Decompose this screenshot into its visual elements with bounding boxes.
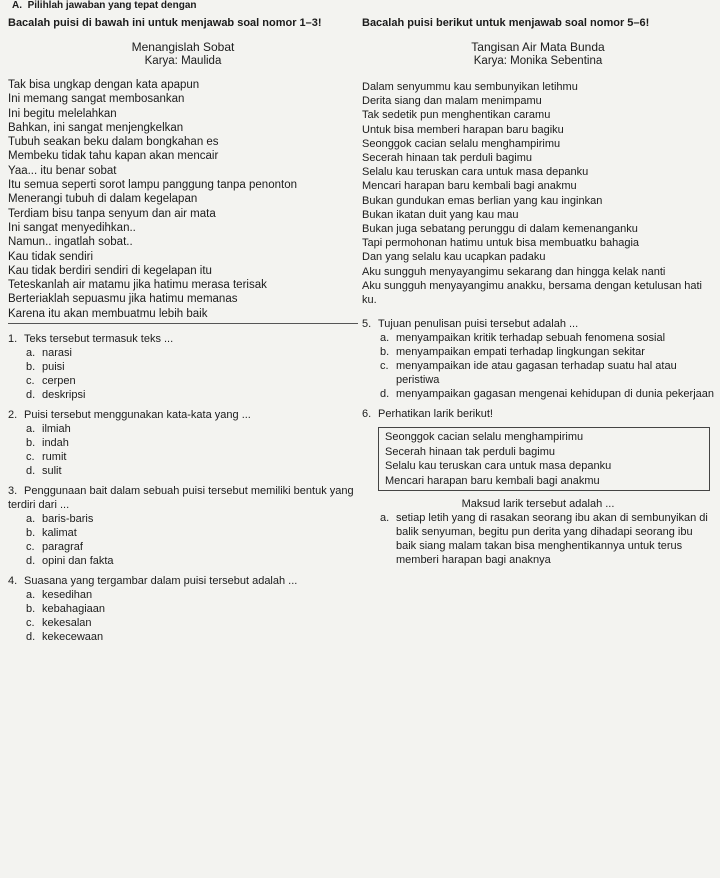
question-number: 6. bbox=[362, 408, 372, 421]
poem-title-right: Tangisan Air Mata Bunda bbox=[471, 40, 605, 54]
option-text: kekecewaan bbox=[42, 631, 104, 644]
poem-box-right bbox=[362, 40, 714, 307]
option-letter: c. bbox=[26, 451, 35, 464]
option-letter: d. bbox=[26, 555, 36, 568]
question-6 bbox=[362, 407, 714, 567]
option-a[interactable] bbox=[378, 511, 714, 567]
question-text: Suasana yang tergambar dalam puisi tersebut adalah ... bbox=[24, 575, 298, 588]
option-text: ilmiah bbox=[42, 423, 71, 436]
left-instruction: Bacalah puisi di bawah ini untuk menjawab soal nomor 1–3! bbox=[8, 17, 322, 29]
option-text: kekesalan bbox=[42, 617, 92, 630]
poem-text-right: Dalam senyummu kau sembunyikan letihmu Derita siang dan malam menimpamu Tak sedetik pun menghentikan caramu Untuk bisa memberi harapan baru bagiku Seonggok cacian selalu menghampirimu Secerah hinaan tak perduli bagimu Selalu kau teruskan cara untuk masa depanku Mencari harapan baru kembali bagi anakmu Bukan gundukan emas berlian yang kau inginkan Bukan ikatan duit yang kau mau Bukan juga sebatang perunggu di dalam kemenanganku Tapi permohonan hatimu untuk bisa membuatku bahagia Dan yang selalu kau ucapkan padaku Aku sungguh menyayangimu sekarang dan hingga kelak nanti Aku sungguh menyayangimu anakku, bersama dengan ketulusan hati ku. bbox=[362, 81, 703, 307]
right-instruction: Bacalah puisi berikut untuk menjawab soal nomor 5–6! bbox=[362, 17, 650, 29]
option-text: menyampaikan ide atau gagasan terhadap suatu hal atau peristiwa bbox=[396, 360, 677, 387]
option-letter: b. bbox=[26, 361, 36, 374]
q5-options bbox=[362, 331, 714, 401]
right-column bbox=[362, 17, 714, 567]
question-1 bbox=[8, 332, 358, 402]
option-letter: a. bbox=[26, 347, 36, 360]
poem-text-left: Tak bisa ungkap dengan kata apapun Ini memang sangat membosankan Ini begitu melelahkan Bahkan, ini sangat menjengkelkan Tubuh seakan beku dalam bongkahan es Membeku tidak tahu kapan akan mencair Yaa... itu benar sobat Itu semua seperti sorot lampu panggung tanpa penonton Menerangi tubuh di dalam kegelapan Terdiam bisu tanpa senyum dan air mata Ini sangat menyedihkan.. Namun.. ingatlah sobat.. Kau tidak sendiri Kau tidak berdiri sendiri di kegelapan itu Teteskanlah air matamu jika hatimu merasa terisak Berteriaklah sepuasmu jika hatimu memanas Karena itu akan membuatmu lebih baik bbox=[8, 79, 297, 320]
section-letter: A. bbox=[12, 0, 22, 11]
option-d[interactable] bbox=[24, 464, 358, 478]
option-c[interactable] bbox=[24, 616, 358, 630]
option-d[interactable] bbox=[378, 387, 714, 401]
option-text: cerpen bbox=[42, 375, 76, 388]
option-text: opini dan fakta bbox=[42, 555, 114, 568]
question-number: 1. bbox=[8, 333, 18, 346]
option-letter: b. bbox=[26, 527, 36, 540]
option-text: sulit bbox=[42, 465, 62, 478]
option-text: deskripsi bbox=[42, 389, 86, 402]
option-text: baris-baris bbox=[42, 513, 94, 526]
left-questions bbox=[8, 332, 358, 644]
option-text: indah bbox=[42, 437, 69, 450]
q6-prompt: Maksud larik tersebut adalah ... bbox=[461, 498, 615, 511]
option-a[interactable] bbox=[24, 588, 358, 602]
option-text: menyampaikan kritik terhadap sebuah fenomena sosial bbox=[396, 332, 666, 345]
option-text: puisi bbox=[42, 361, 65, 374]
quoted-lines: Seonggok cacian selalu menghampirimu Secerah hinaan tak perduli bagimu Selalu kau teruskan cara untuk masa depanku Mencari harapan baru kembali bagi anakmu bbox=[378, 427, 710, 491]
question-5 bbox=[362, 317, 714, 401]
option-letter: b. bbox=[380, 346, 390, 359]
option-letter: a. bbox=[26, 589, 36, 602]
option-b[interactable] bbox=[24, 526, 358, 540]
question-text: Teks tersebut termasuk teks ... bbox=[24, 333, 174, 346]
poem-author-right: Karya: Monika Sebentina bbox=[473, 55, 603, 67]
section-instruction: Pilihlah jawaban yang tepat dengan bbox=[27, 0, 197, 11]
question-2 bbox=[8, 408, 358, 478]
section-header bbox=[12, 0, 196, 11]
question-text: Puisi tersebut menggunakan kata-kata yang ... bbox=[24, 409, 251, 422]
option-text: kebahagiaan bbox=[42, 603, 106, 616]
question-number: 4. bbox=[8, 575, 18, 588]
question-number: 5. bbox=[362, 318, 372, 331]
option-text: kalimat bbox=[42, 527, 77, 540]
option-text: paragraf bbox=[42, 541, 83, 554]
option-text: setiap letih yang di rasakan seorang ibu akan di sembunyikan di balik senyuman, begitu pun derita yang dihadapi seorang ibu baik siang malam takan bisa menghentikannya untuk terus memberi harapan bagi anaknya bbox=[396, 512, 708, 567]
poem-box-left bbox=[8, 40, 358, 321]
option-b[interactable] bbox=[24, 602, 358, 616]
question-number: 2. bbox=[8, 409, 18, 422]
option-letter: d. bbox=[26, 631, 36, 644]
q6-options bbox=[362, 511, 714, 567]
poem-title-left: Menangislah Sobat bbox=[131, 40, 235, 54]
option-a[interactable] bbox=[24, 512, 358, 526]
option-c[interactable] bbox=[24, 450, 358, 464]
option-text: menyampaikan empati terhadap lingkungan sekitar bbox=[396, 346, 645, 359]
option-a[interactable] bbox=[24, 422, 358, 436]
option-text: rumit bbox=[42, 451, 67, 464]
option-letter: c. bbox=[26, 617, 35, 630]
left-column bbox=[8, 17, 358, 650]
option-letter: a. bbox=[26, 423, 36, 436]
option-a[interactable] bbox=[24, 346, 358, 360]
option-letter: d. bbox=[380, 388, 390, 401]
question-text: Perhatikan larik berikut! bbox=[378, 408, 493, 421]
question-4 bbox=[8, 574, 358, 644]
option-d[interactable] bbox=[24, 554, 358, 568]
question-text: Penggunaan bait dalam sebuah puisi tersebut memiliki bentuk yang terdiri dari ... bbox=[8, 485, 354, 512]
option-b[interactable] bbox=[378, 345, 714, 359]
option-c[interactable] bbox=[24, 540, 358, 554]
option-text: kesedihan bbox=[42, 589, 93, 602]
option-letter: c. bbox=[380, 360, 389, 373]
option-letter: b. bbox=[26, 437, 36, 450]
option-letter: b. bbox=[26, 603, 36, 616]
option-letter: c. bbox=[26, 541, 35, 554]
question-3 bbox=[8, 484, 358, 568]
question-number: 3. bbox=[8, 485, 18, 498]
option-text: narasi bbox=[42, 347, 72, 360]
option-letter: a. bbox=[380, 512, 390, 525]
option-text: menyampaikan gagasan mengenai kehidupan di dunia pekerjaan bbox=[396, 388, 715, 401]
option-a[interactable] bbox=[378, 331, 714, 345]
option-b[interactable] bbox=[24, 360, 358, 374]
option-letter: a. bbox=[26, 513, 36, 526]
poem-author-left: Karya: Maulida bbox=[144, 55, 222, 67]
option-letter: d. bbox=[26, 465, 36, 478]
option-letter: c. bbox=[26, 375, 35, 388]
option-d[interactable] bbox=[24, 630, 358, 644]
question-text: Tujuan penulisan puisi tersebut adalah ... bbox=[378, 318, 579, 331]
option-b[interactable] bbox=[24, 436, 358, 450]
divider bbox=[8, 323, 358, 324]
option-d[interactable] bbox=[24, 388, 358, 402]
option-c[interactable] bbox=[24, 374, 358, 388]
option-letter: d. bbox=[26, 389, 36, 402]
option-c[interactable] bbox=[378, 359, 714, 387]
option-letter: a. bbox=[380, 332, 390, 345]
